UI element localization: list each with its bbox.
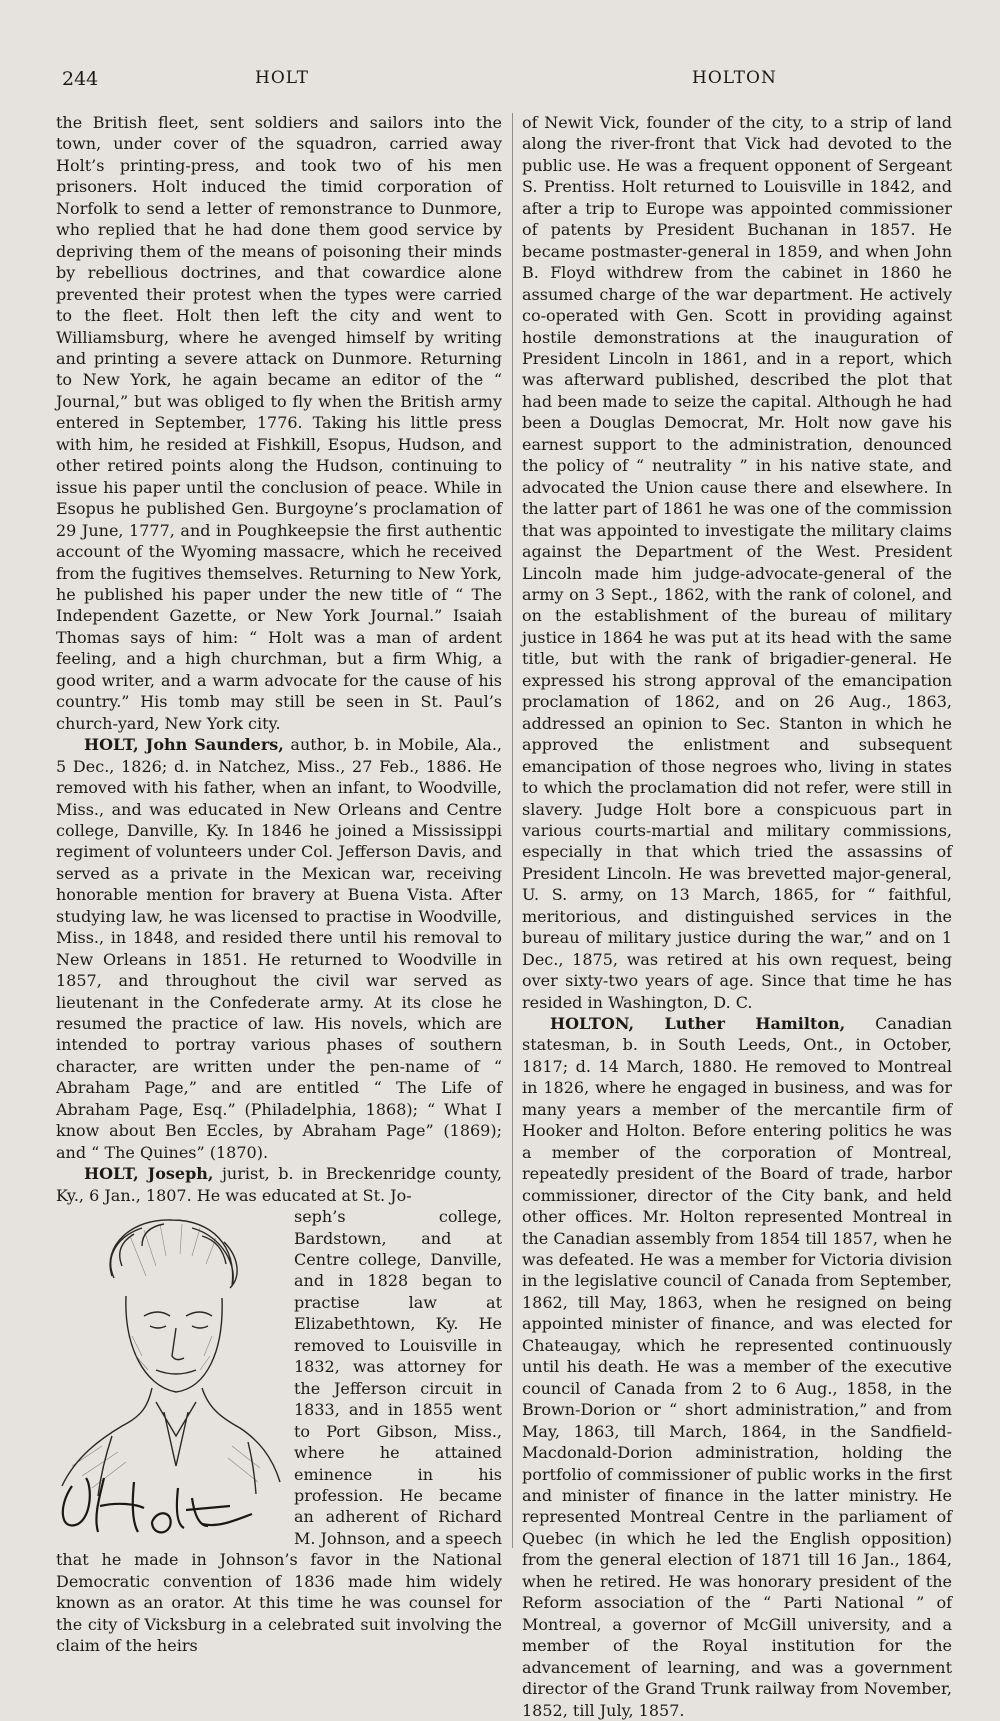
left-column: [56, 112, 502, 1657]
entry-body: Canadian statesman, b. in South Leeds, Ont., in October, 1817; d. 14 March, 1880. He removed to Montreal in 1826, where he engaged in business, and was for many years a member of the mercantile firm of Hooker and Holton. Before entering politics he was a member of the corporation of Montreal, repeatedly president of the Board of trade, harbor commissioner, director of the City bank, and held other offices. Mr. Holton represented Montreal in the Canadian assembly from 1854 till 1857, when he was defeated. He was a member for Victoria division in the legislative council of Canada from September, 1862, till May, 1863, when he resigned on being appointed minister of finance, and was elected for Chateaugay, which he represented continuously until his death. He was a member of the executive council of Canada from 2 to 6 Aug., 1858, in the Brown-Dorion or “ short administration,” and from May, 1863, till March, 1864, in the Sandfield-Macdonald-Dorion administration, holding the portfolio of commissioner of public works in the first and minister of finance in the latter ministry. He represented Montreal Centre in the parliament of Quebec (in which he led the English opposition) from the general election of 1871 till 16 Jan., 1864, when he retired. He was honorary president of the Reform association of the “ Parti National ” of Montreal, a governor of McGill university, and a member of the Royal institution for the advancement of learning, and was a government director of the Grand Trunk railway from November, 1852, till July, 1857.: [522, 1014, 952, 1720]
continued-entry-text: of Newit Vick, founder of the city, to a strip of land along the river-front that Vick had devoted to the public use. He was a frequent opponent of Sergeant S. Prentiss. Holt returned to Louisville in 1842, and after a trip to Europe was appointed commissioner of patents by President Buchanan in 1857. He became postmaster-general in 1859, and when John B. Floyd withdrew from the cabinet in 1860 he assumed charge of the war department. He actively co-operated with Gen. Scott in providing against hostile demonstrations at the inauguration of President Lincoln in 1861, and in a report, which was afterward published, described the plot that had been made to seize the capital. Although he had been a Douglas Democrat, Mr. Holt now gave his earnest support to the administration, denounced the policy of “ neutrality ” in his native state, and advocated the Union cause there and elsewhere. In the latter part of 1861 he was one of the commission that was appointed to investigate the military claims against the Department of the West. President Lincoln made him judge-advocate-general of the army on 3 Sept., 1862, with the rank of colonel, and on the establishment of the bureau of military justice in 1864 he was put at its head with the same title, but with the rank of brigadier-general. He expressed his strong approval of the emancipation proclamation of 1862, and on 26 Aug., 1863, addressed an opinion to Sec. Stanton in which he approved the enlistment and subsequent emancipation of those negroes who, living in states to which the proclamation did not refer, were still in slavery. Judge Holt bore a conspicuous part in various courts-martial and military commissions, especially in that which tried the assassins of President Lincoln. He was brevetted major-general, U. S. army, on 13 March, 1865, for “ faithful, meritorious, and distinguished services in the bureau of military justice during the war,” and on 1 Dec., 1875, was retired at his own request, being over sixty-two years of age. Since that time he has resided in Washington, D. C.: [522, 113, 952, 1012]
entry-heading: HOLT, Joseph,: [84, 1164, 214, 1184]
entry-holt-joseph-continued: seph’s college, Bardstown, and at Centre college, Danville, and in 1828 began to practise law at Elizabethtown, Ky. He removed to Louisville in 1832, was attorney for the Jefferson circuit in 1833, and in 1855 went to Port Gibson, Miss., where he attained eminence in his profession. He became an adherent of Richard M. Johnson, and a speech that he made in Johnson’s favor in the National Democratic convention of 1836 made him widely known as an orator. At this time he was counsel for the city of Vicksburg in a celebrated suit involving the claim of the heirs: [56, 1207, 502, 1656]
entry-holt-john-saunders: [56, 734, 502, 1163]
entry-body: jurist, b. in Breckenridge county, Ky., 6 Jan., 1807. He was educated at St. Jo-: [56, 1164, 503, 1205]
entry-holt-joseph: [56, 1163, 502, 1206]
signature-graphic: [63, 1478, 252, 1532]
left-running-head: HOLT: [255, 68, 310, 88]
page-number: 244: [62, 68, 99, 90]
right-running-head: HOLTON: [692, 68, 777, 88]
entry-heading: HOLT, John Saunders,: [84, 735, 284, 755]
column-rule: [512, 113, 513, 1548]
entry-body: author, b. in Mobile, Ala., 5 Dec., 1826; d. in Natchez, Miss., 27 Feb., 1886. He removed with his father, when an infant, to Woodville, Miss., and was educated in New Orleans and Centre college, Danville, Ky. In 1846 he joined a Mississippi regiment of volunteers under Col. Jefferson Davis, and served as a private in the Mexican war, receiving honorable mention for bravery at Buena Vista. After studying law, he was licensed to practise in Woodville, Miss., in 1848, and resided there until his removal to New Orleans in 1851. He returned to Woodville in 1857, and throughout the civil war served as lieutenant in the Confederate army. At its close he resumed the practice of law. His novels, which are intended to portray various phases of southern character, are written under the pen-name of “ Abraham Page,” and are entitled “ The Life of Abraham Page, Esq.” (Philadelphia, 1868); “ What I know about Ben Eccles, by Abraham Page” (1869); and “ The Quines” (1870).: [56, 735, 503, 1162]
right-column: [522, 112, 952, 1721]
entry-holton-luther-hamilton: [522, 1013, 952, 1721]
entry-heading: HOLTON, Luther Hamilton,: [550, 1014, 846, 1034]
portrait-engraving: [52, 1206, 284, 1536]
portrait-illustration: [52, 1206, 284, 1536]
running-header: [0, 68, 1000, 94]
continued-entry-text: the British fleet, sent soldiers and sailors into the town, under cover of the squadron, carried away Holt’s printing-press, and took two of his men prisoners. Holt induced the timid corporation of Norfolk to send a letter of remonstrance to Dunmore, who replied that he had done them good service by depriving them of the means of poisoning their minds by rebellious doctrines, and that cowardice alone prevented their protest when the types were carried to the fleet. Holt then left the city and went to Williamsburg, where he avenged himself by writing and printing a severe attack on Dunmore. Returning to New York, he again became an editor of the “ Journal,” but was obliged to fly when the British army entered in September, 1776. Taking his little press with him, he resided at Fishkill, Esopus, Hudson, and other retired points along the Hudson, continuing to issue his paper until the conclusion of peace. While in Esopus he published Gen. Burgoyne’s proclamation of 29 June, 1777, and in Poughkeepsie the first authentic account of the Wyoming massacre, which he received from the fugitives themselves. Returning to New York, he published his paper under the new title of “ The Independent Gazette, or New York Journal.” Isaiah Thomas says of him: “ Holt was a man of ardent feeling, and a high churchman, but a firm Whig, a good writer, and a warm advocate for the cause of his country.” His tomb may still be seen in St. Paul’s church-yard, New York city.: [56, 113, 502, 733]
